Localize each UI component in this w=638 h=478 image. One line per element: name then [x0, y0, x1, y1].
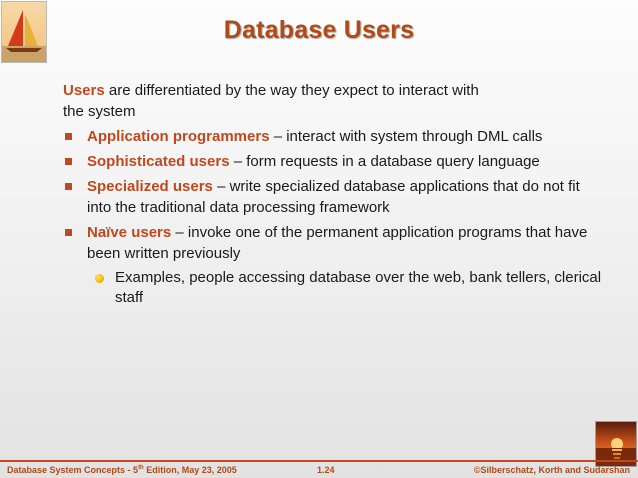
square-bullet-icon [65, 229, 72, 236]
bullet-term: Specialized users [87, 178, 213, 195]
bullet-text: – form requests in a database query language [229, 153, 540, 170]
footer-book-title-text: Database System Concepts - 5 [7, 465, 139, 475]
slide-body [63, 80, 608, 308]
intro-text: are differentiated by the way they expect to interact with [104, 82, 479, 99]
list-item [63, 176, 608, 218]
round-bullet-icon [95, 274, 104, 283]
slide-number: 1.24 [317, 465, 335, 475]
footer-edition-superscript: th [138, 465, 144, 471]
footer-divider [0, 460, 638, 462]
bullet-text: – write specialized database applications that do not fit into the traditional data processing framework [87, 178, 580, 216]
bullet-term: Sophisticated users [87, 153, 230, 170]
footer-copyright: ©Silberschatz, Korth and Sudarshan [473, 465, 630, 475]
sub-bullet-text: Examples, people accessing database over the web, bank tellers, clerical staff [115, 269, 602, 306]
footer-book-title [7, 465, 237, 475]
square-bullet-icon [65, 158, 72, 165]
square-bullet-icon [65, 183, 72, 190]
examples-sublist [87, 268, 608, 308]
bullet-text: – invoke one of the permanent application programs that have been written previously [87, 224, 588, 262]
intro-paragraph [63, 80, 608, 122]
bullet-term: Application programmers [87, 128, 270, 145]
sub-list-item [87, 268, 608, 308]
slide-title: Database Users [223, 16, 415, 44]
intro-keyword: Users [63, 82, 105, 99]
bullet-term: Naïve users [87, 224, 172, 241]
list-item [63, 151, 608, 172]
user-types-list [63, 126, 608, 308]
list-item [63, 126, 608, 147]
bullet-text: – interact with system through DML calls [269, 128, 543, 145]
list-item [63, 222, 608, 308]
intro-text-continued: the system [63, 103, 136, 120]
square-bullet-icon [65, 133, 72, 140]
footer-edition-date: Edition, May 23, 2005 [143, 465, 237, 475]
